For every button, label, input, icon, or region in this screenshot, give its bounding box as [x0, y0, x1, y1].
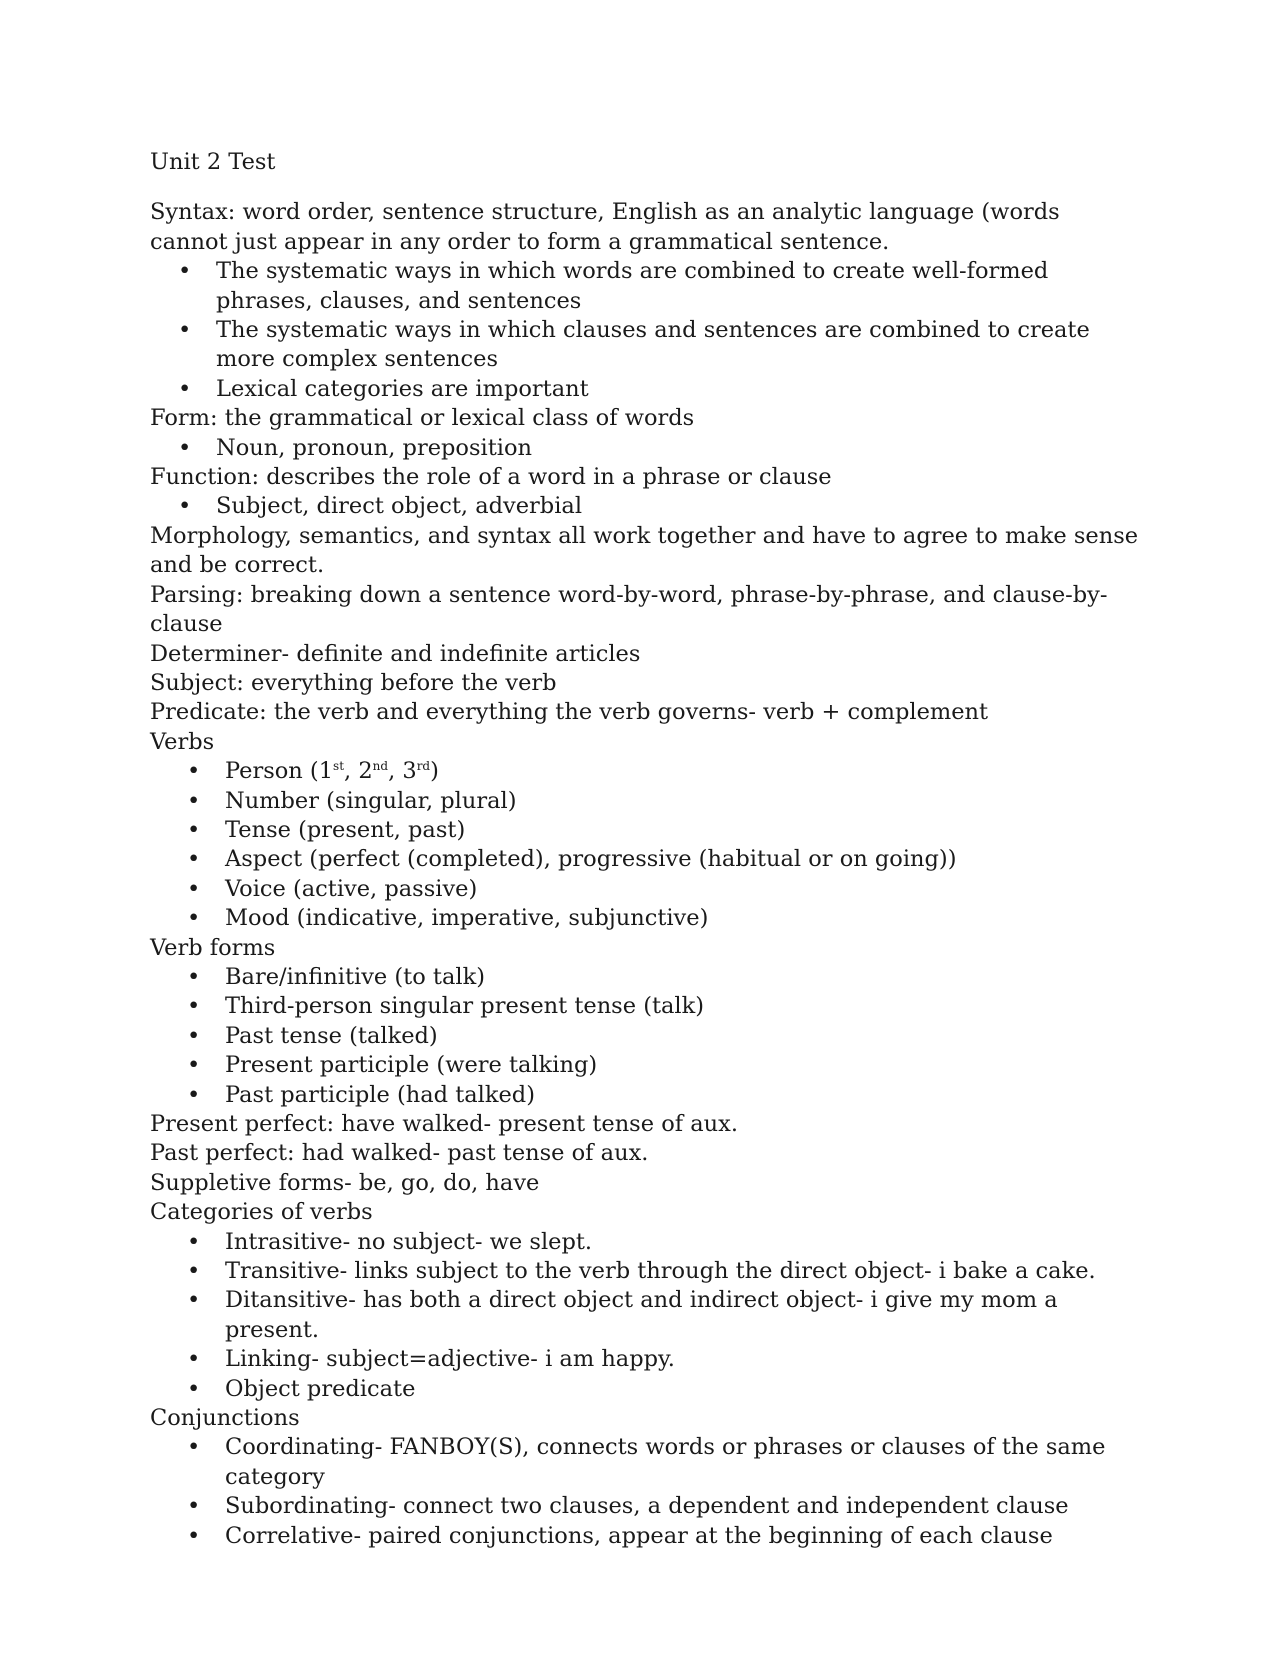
list-item: • Intrasitive- no subject- we slept. — [150, 1228, 1140, 1257]
list-item: • Lexical categories are important — [150, 375, 1140, 404]
syntax-heading: Syntax: word order, sentence structure, English as an analytic language (words cannot just appear in any order to form a grammatical sentence. — [150, 199, 1060, 255]
list-item: • Tense (present, past) — [150, 816, 1140, 845]
predicate-line: Predicate: the verb and everything the verb governs- verb + complement — [150, 699, 989, 726]
list-item: • The systematic ways in which clauses and sentences are combined to create more complex sentences — [150, 316, 1140, 375]
suppletive-line: Suppletive forms- be, go, do, have — [150, 1169, 540, 1196]
form-list — [150, 434, 1140, 463]
list-item: • Aspect (perfect (completed), progressive (habitual or on going)) — [150, 845, 1140, 874]
categories-list — [150, 1228, 1140, 1404]
list-item: • Subordinating- connect two clauses, a dependent and independent clause — [150, 1492, 1140, 1521]
verbs-list — [150, 757, 1140, 933]
list-item: • Number (singular, plural) — [150, 787, 1140, 816]
conjunctions-heading: Conjunctions — [150, 1405, 300, 1432]
form-heading: Form: the grammatical or lexical class of words — [150, 405, 695, 432]
function-heading: Function: describes the role of a word in a phrase or clause — [150, 464, 832, 491]
subject-line: Subject: everything before the verb — [150, 669, 557, 696]
list-item: • Ditansitive- has both a direct object and indirect object- i give my mom a present. — [150, 1286, 1140, 1345]
determiner-line: Determiner- definite and indefinite articles — [150, 640, 641, 667]
list-item: • Correlative- paired conjunctions, appear at the beginning of each clause — [150, 1522, 1140, 1551]
syntax-list — [150, 257, 1140, 404]
list-item: • Third-person singular present tense (talk) — [150, 992, 1140, 1021]
list-item: • Past tense (talked) — [150, 1022, 1140, 1051]
list-item: • Present participle (were talking) — [150, 1051, 1140, 1080]
past-perfect-line: Past perfect: had walked- past tense of aux. — [150, 1140, 649, 1167]
morphology-line: Morphology, semantics, and syntax all work together and have to agree to make sense and be correct. — [150, 522, 1139, 579]
verbs-heading: Verbs — [150, 728, 215, 755]
list-item: • Subject, direct object, adverbial — [150, 492, 1140, 521]
list-item: • The systematic ways in which words are combined to create well-formed phrases, clauses, and sentences — [150, 257, 1140, 316]
list-item: • Past participle (had talked) — [150, 1081, 1140, 1110]
document-page — [150, 148, 1140, 1551]
list-item: • Coordinating- FANBOY(S), connects words or phrases or clauses of the same category — [150, 1433, 1140, 1492]
list-item: • Mood (indicative, imperative, subjunctive) — [150, 904, 1140, 933]
conjunctions-list — [150, 1433, 1140, 1551]
list-item: • Noun, pronoun, preposition — [150, 434, 1140, 463]
parsing-line: Parsing: breaking down a sentence word-by-word, phrase-by-phrase, and clause-by-clause — [150, 581, 1108, 638]
page-title: Unit 2 Test — [150, 149, 276, 175]
categories-heading: Categories of verbs — [150, 1199, 373, 1226]
present-perfect-line: Present perfect: have walked- present tense of aux. — [150, 1111, 738, 1137]
verb-forms-list — [150, 963, 1140, 1110]
verb-forms-heading: Verb forms — [150, 934, 276, 961]
list-item: • Bare/infinitive (to talk) — [150, 963, 1140, 992]
list-item: • Transitive- links subject to the verb through the direct object- i bake a cake. — [150, 1257, 1140, 1286]
list-item: • Object predicate — [150, 1375, 1140, 1404]
list-item: • Linking- subject=adjective- i am happy. — [150, 1345, 1140, 1374]
list-item: • Voice (active, passive) — [150, 875, 1140, 904]
function-list — [150, 492, 1140, 521]
list-item-person: • Person (1st, 2nd, 3rd) — [150, 757, 1140, 786]
